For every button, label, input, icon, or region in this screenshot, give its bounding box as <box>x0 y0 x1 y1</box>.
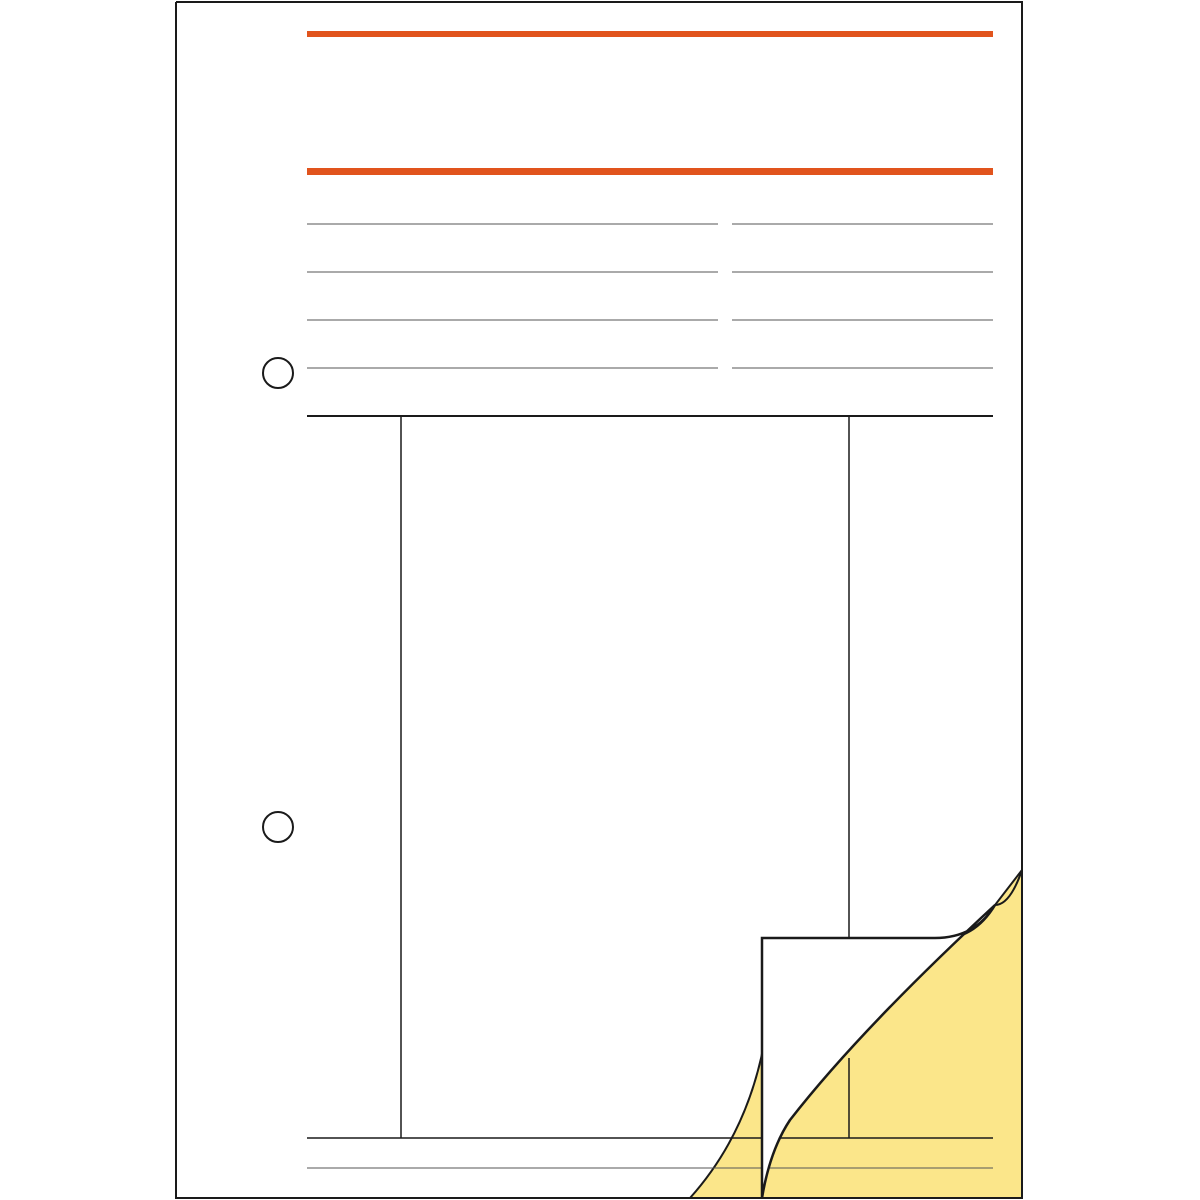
punch-hole-bottom <box>263 812 293 842</box>
top-accent-rule <box>307 31 993 37</box>
middle-accent-rule <box>307 168 993 175</box>
recipient-lines <box>307 224 718 368</box>
punch-hole-top <box>263 358 293 388</box>
order-info-lines <box>732 224 993 368</box>
